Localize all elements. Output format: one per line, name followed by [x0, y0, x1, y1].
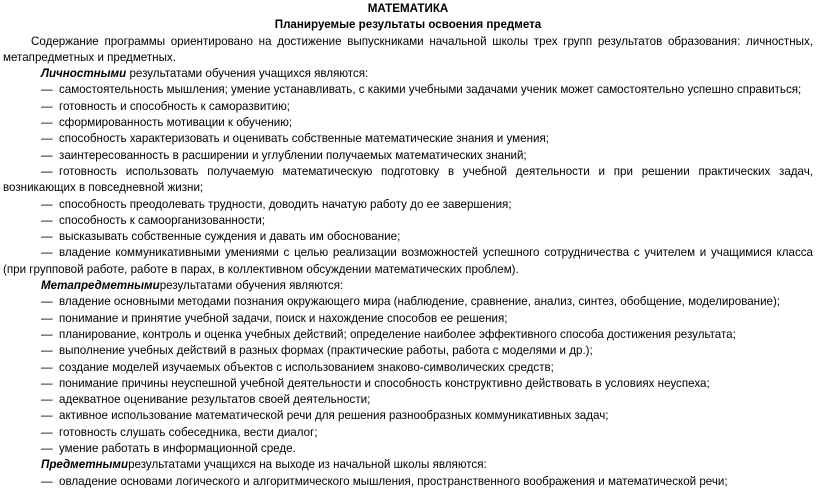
dash-bullet: — — [41, 148, 53, 162]
section-heading-lead: Предметными — [41, 458, 129, 472]
dash-bullet: — — [41, 295, 53, 309]
list-item-text: выполнение учебных действий в разных формах (практические работы, работа с моделями и др.); — [59, 344, 593, 358]
list-item-text: способность характеризовать и оценивать собственные математические знания и умения; — [59, 132, 549, 146]
list-item — [3, 327, 813, 343]
list-item — [3, 474, 813, 490]
list-item-text: овладение основами логического и алгоритмического мышления, пространственного воображения и математической речи; — [59, 474, 728, 488]
sections-container — [3, 66, 813, 490]
list-item — [3, 99, 813, 115]
list-item — [3, 294, 813, 310]
list-item-text: заинтересованность в расширении и углублении получаемых математических знаний; — [59, 148, 527, 162]
section-heading-lead: Личностными — [41, 67, 127, 81]
list-item — [3, 376, 813, 392]
dash-bullet: — — [41, 132, 53, 146]
dash-bullet: — — [41, 99, 53, 113]
list-item — [3, 425, 813, 441]
list-item — [3, 343, 813, 359]
dash-bullet: — — [41, 246, 53, 260]
list-item — [3, 392, 813, 408]
dash-bullet: — — [41, 327, 53, 341]
list-item-text: адекватное оценивание результатов своей деятельности; — [59, 393, 371, 407]
dash-bullet: — — [41, 197, 53, 211]
section-heading-lead: Метапредметными — [41, 279, 160, 293]
list-item — [3, 82, 813, 98]
list-item — [3, 408, 813, 424]
dash-bullet: — — [41, 311, 53, 325]
list-item-text: создание моделей изучаемых объектов с использованием знаково-символических средств; — [59, 360, 554, 374]
list-item-text: готовность и способность к саморазвитию; — [59, 99, 291, 113]
list-item — [3, 115, 813, 131]
dash-bullet: — — [41, 213, 53, 227]
list-item — [3, 164, 813, 197]
section-heading-rest: результатами обучения учащихся являются: — [126, 67, 369, 81]
dash-bullet: — — [41, 360, 53, 374]
dash-bullet: — — [41, 425, 53, 439]
dash-bullet: — — [41, 164, 53, 178]
list-item-text: способность к самоорганизованности; — [59, 213, 266, 227]
list-item — [3, 441, 813, 457]
list-item-text: готовность использовать получаемую математическую подготовку в учебной деятельности и при решении практических задач, возникающих в повседневной жизни; — [3, 164, 813, 195]
list-item-text: планирование, контроль и оценка учебных действий; определение наиболее эффективного способа достижения результата; — [59, 327, 736, 341]
list-item — [3, 245, 813, 278]
dash-bullet: — — [41, 83, 53, 97]
list-item — [3, 148, 813, 164]
list-item-text: самостоятельность мышления; умение устанавливать, с какими учебными задачами ученик может самостоятельно успешно справиться; — [59, 83, 802, 97]
list-item-text: владение основными методами познания окружающего мира (наблюдение, сравнение, анализ, синтез, обобщение, моделирование); — [59, 295, 781, 309]
section-heading-rest: результатами учащихся на выходе из начальной школы являются: — [128, 458, 487, 472]
list-item — [3, 311, 813, 327]
section-heading — [3, 278, 813, 294]
intro-paragraph: Содержание программы ориентировано на достижение выпускниками начальной школы трех групп результатов образования: личностных, метапредметных и предметных. — [3, 34, 813, 64]
list-item — [3, 360, 813, 376]
dash-bullet: — — [41, 442, 53, 456]
dash-bullet: — — [41, 344, 53, 358]
list-item — [3, 229, 813, 245]
list-item-text: способность преодолевать трудности, доводить начатую работу до ее завершения; — [59, 197, 512, 211]
list-item-text: готовность слушать собеседника, вести диалог; — [59, 425, 318, 439]
list-item — [3, 131, 813, 147]
list-item-text: активное использование математической речи для решения разнообразных коммуникативных задач; — [59, 409, 609, 423]
list-item — [3, 197, 813, 213]
list-item-text: умение работать в информационной среде. — [59, 442, 296, 456]
dash-bullet: — — [41, 409, 53, 423]
list-item-text: понимание причины неуспешной учебной деятельности и способность конструктивно действовать в условиях неуспеха; — [59, 376, 710, 390]
dash-bullet: — — [41, 230, 53, 244]
section-heading — [3, 66, 813, 82]
dash-bullet: — — [41, 393, 53, 407]
list-item-text: сформированность мотивации к обучению; — [59, 116, 293, 130]
page-subtitle: Планируемые результаты освоения предмета — [274, 18, 542, 32]
dash-bullet: — — [41, 474, 53, 488]
section-heading-rest: результатами обучения являются: — [159, 279, 344, 293]
page-title: МАТЕМАТИКА — [367, 2, 449, 15]
dash-bullet: — — [41, 116, 53, 130]
list-item-text: высказывать собственные суждения и давать им обоснование; — [59, 230, 401, 244]
list-item — [3, 213, 813, 229]
list-item-text: понимание и принятие учебной задачи, поиск и нахождение способов ее решения; — [59, 311, 508, 325]
dash-bullet: — — [41, 376, 53, 390]
section-heading — [3, 457, 813, 473]
list-item-text: владение коммуникативными умениями с целью реализации возможностей успешного сотрудничества с учителем и учащимися класса (при групповой работе, работе в парах, в коллективном обсуждении математических проблем). — [3, 246, 813, 276]
